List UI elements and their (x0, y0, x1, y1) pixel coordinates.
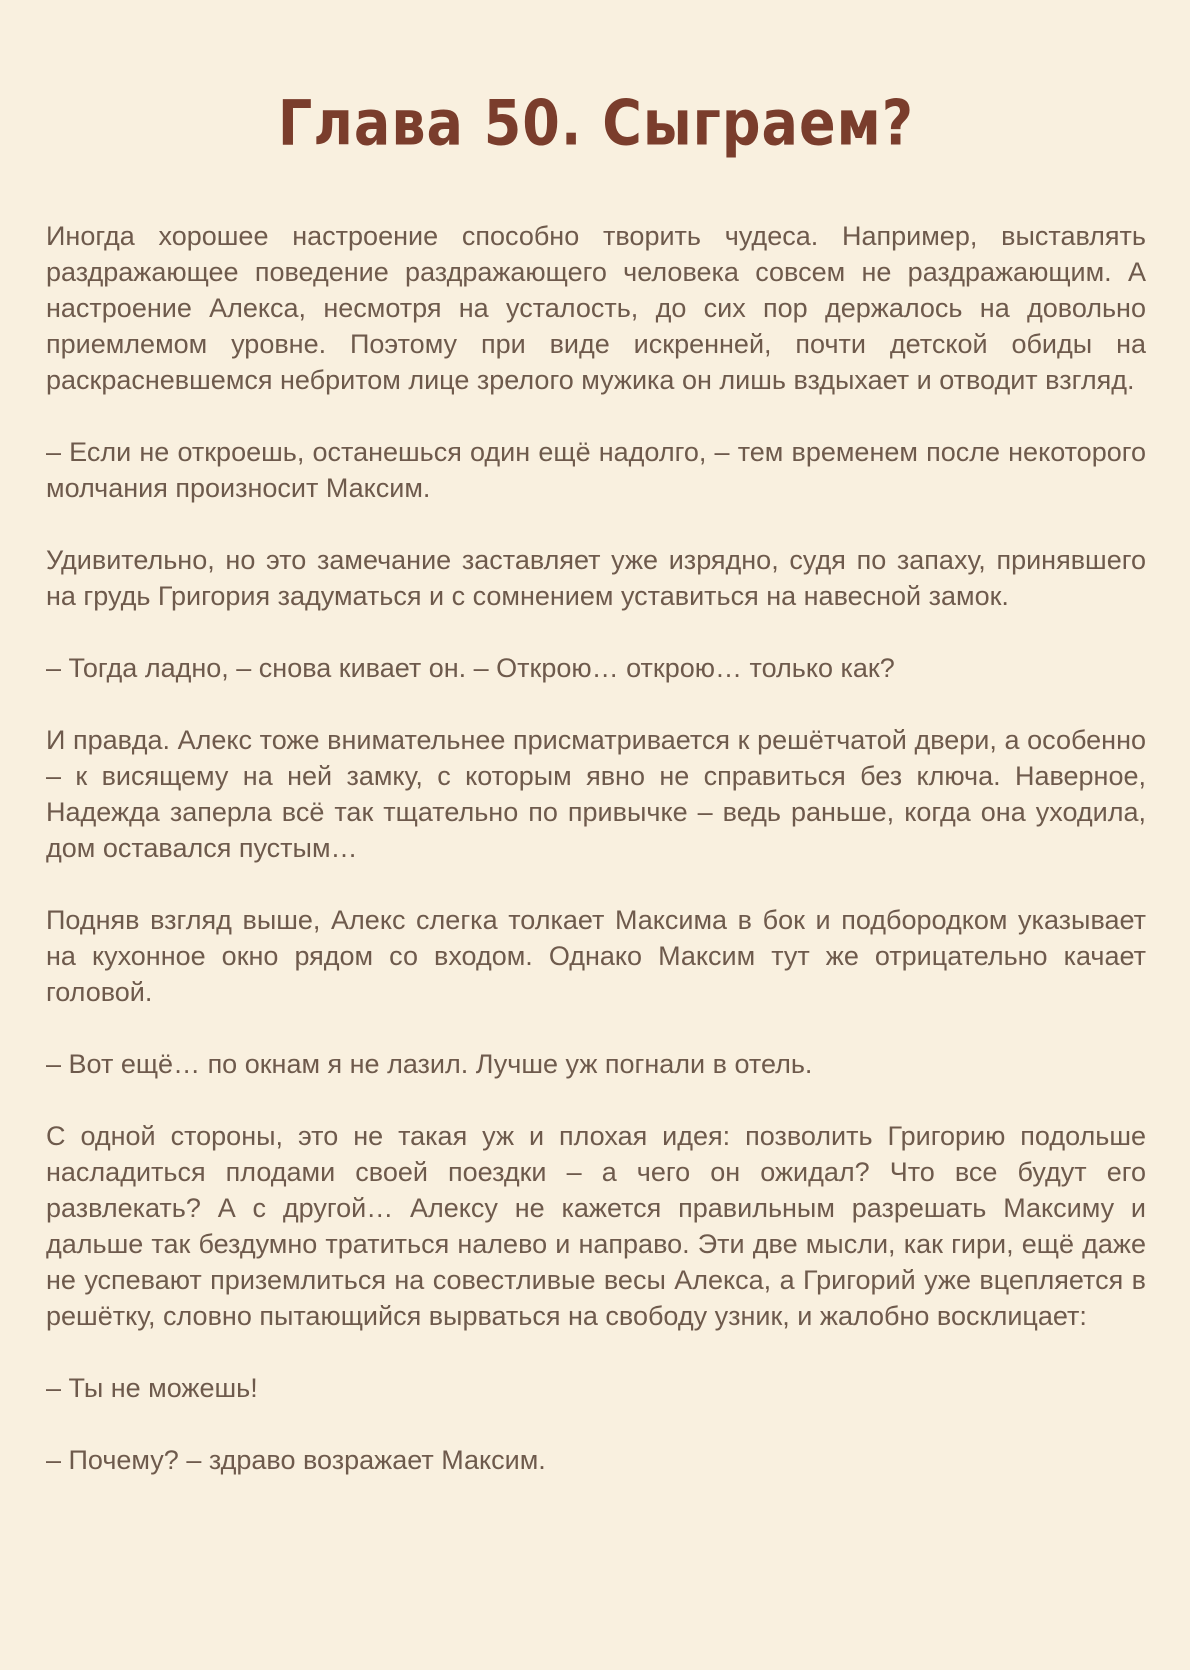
paragraph: Удивительно, но это замечание заставляет уже изрядно, судя по запаху, принявшего на грудь Григория задуматься и с сомнением уставиться на навесной замок. (46, 545, 1146, 611)
paragraph: С одной стороны, это не такая уж и плохая идея: позволить Григорию подольше насладиться плодами своей поездки – а чего он ожидал? Что все будут его развлекать? А с другой… Алексу не кажется правильным разрешать Максиму и дальше так бездумно тратиться налево и направо. Эти две мысли, как гири, ещё даже не успевают приземлиться на совестливые весы Алекса, а Григорий уже вцепляется в решётку, словно пытающийся вырваться на свободу узник, и жалобно восклицает: (46, 1121, 1146, 1331)
paragraph: – Ты не можешь! (46, 1373, 258, 1403)
paragraph: Иногда хорошее настроение способно творить чудеса. Например, выставлять раздражающее поведение раздражающего человека совсем не раздражающим. А настроение Алекса, несмотря на усталость, до сих пор держалось на довольно приемлемом уровне. Поэтому при виде искренней, почти детской обиды на раскрасневшемся небритом лице зрелого мужика он лишь вздыхает и отводит взгляд. (46, 221, 1146, 395)
chapter-text (46, 218, 1146, 1478)
paragraph: – Вот ещё… по окнам я не лазил. Лучше уж погнали в отель. (46, 1049, 813, 1079)
paragraph: – Тогда ладно, – снова кивает он. – Открою… открою… только как? (46, 653, 895, 683)
paragraph: Подняв взгляд выше, Алекс слегка толкает Максима в бок и подбородком указывает на кухонное окно рядом со входом. Однако Максим тут же отрицательно качает головой. (46, 905, 1146, 1007)
paragraph: – Если не откроешь, останешься один ещё надолго, – тем временем после некоторого молчания произносит Максим. (46, 437, 1146, 503)
paragraph: – Почему? – здраво возражает Максим. (46, 1445, 546, 1475)
chapter-title: Глава 50. Сыграем? (277, 87, 915, 160)
paragraph: И правда. Алекс тоже внимательнее присматривается к решётчатой двери, а особенно – к висящему на ней замку, с которым явно не справиться без ключа. Наверное, Надежда заперла всё так тщательно по привычке – ведь раньше, когда она уходила, дом оставался пустым… (46, 725, 1146, 863)
